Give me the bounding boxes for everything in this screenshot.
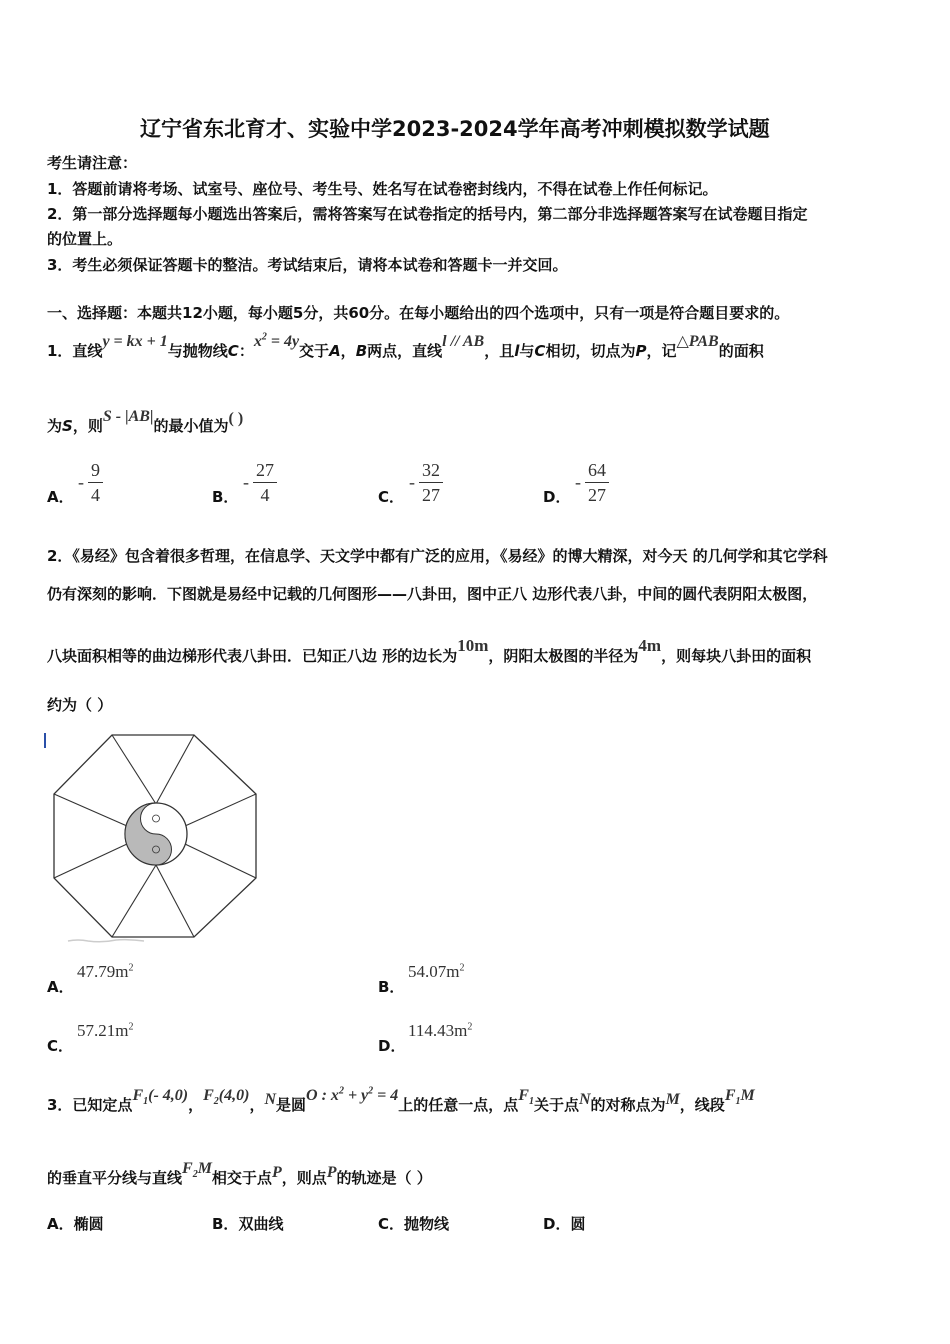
- q2-option-d-value: $114.43m^2$: [408, 1021, 473, 1040]
- q2-line4: 约为（ ）: [47, 696, 113, 714]
- q3-circle-eq: O : $x^2 + y^2 = 4$: [306, 1085, 399, 1104]
- notice-item-1: 1．答题前请将考场、试室号、座位号、考生号、姓名写在试卷密封线内，不得在试卷上作任何标记。: [47, 180, 718, 198]
- q1-option-b-sign: -: [243, 472, 249, 492]
- taiji-dot-dark: [153, 846, 160, 853]
- q2-option-b-label: B．: [378, 978, 405, 996]
- q2-option-c-label: C．: [47, 1037, 74, 1055]
- taiji-dot-light: [153, 815, 160, 822]
- q1-option-b-fraction: $\frac{27}{4}$: [253, 460, 277, 505]
- q2-option-c-value: $57.21m^2$: [77, 1021, 134, 1040]
- q3-f2-point: $F_2(4,0)$: [203, 1087, 250, 1108]
- bagua-figure: [44, 730, 264, 945]
- q3-option-d: D．圆: [543, 1215, 586, 1233]
- q2-option-a-label: A．: [47, 978, 74, 996]
- q1-answer-paren: ( ): [228, 410, 244, 427]
- q3-option-a: A．椭圆: [47, 1215, 104, 1233]
- q3-option-b: B．双曲线: [212, 1215, 284, 1233]
- q1-option-c-label: C．: [378, 488, 405, 506]
- q1-option-b-label: B．: [212, 488, 239, 506]
- q3-line-f2m: $F_2M$: [182, 1160, 212, 1181]
- q3-line1: 3．已知定点$F_1(-$ 4,0)，$F_2(4,0)$，N是圆O : $x^2 + y^2 = 4$上的任意一点，点$F_1$关于点N的对称点为M，线段$F_1M$: [47, 1085, 755, 1114]
- q3-f1-point: $F_1(-$ 4,0): [132, 1087, 189, 1108]
- q1-parallel-eq: l // AB: [442, 333, 485, 350]
- q1-parabola-eq: $x^2 = 4y$: [253, 331, 300, 350]
- q2-option-b-value: $54.07m^2$: [408, 962, 465, 981]
- q1-option-a-fraction: $\frac{9}{4}$: [88, 460, 103, 505]
- section-heading: 一、选择题：本题共12小题，每小题5分，共60分。在每小题给出的四个选项中，只有一项是符合题目要求的。: [47, 304, 790, 322]
- q1-option-d-sign: -: [575, 472, 581, 492]
- q1-line-eq: y = kx + 1: [102, 333, 168, 350]
- q1-option-c-fraction: $\frac{32}{27}$: [419, 460, 443, 505]
- q1-option-d-label: D．: [543, 488, 571, 506]
- q1-line1: 1．直线y = kx + 1与抛物线C：$x^2 = 4y$交于A，B两点，直线l // AB，且l与C相切，切点为P，记△PAB的面积: [47, 331, 764, 360]
- q1-expr: S - |AB|: [102, 408, 154, 425]
- q1-option-d-fraction: $\frac{64}{27}$: [585, 460, 609, 505]
- q2-line3: 八块面积相等的曲边梯形代表八卦田．已知正八边 形的边长为10m，阴阳太极图的半径为4m，则每块八卦田的面积: [47, 636, 812, 665]
- q2-option-d-label: D．: [378, 1037, 406, 1055]
- q3-option-c: C．抛物线: [378, 1215, 450, 1233]
- notice-heading: 考生请注意：: [47, 154, 138, 172]
- q2-line2: 仍有深刻的影响．下图就是易经中记载的几何图形——八卦田，图中正八 边形代表八卦，中间的圆代表阴阳太极图，: [47, 585, 818, 603]
- q1-option-a-sign: -: [78, 472, 84, 492]
- notice-item-2-cont: 的位置上。: [47, 230, 123, 248]
- q1-option-c-sign: -: [409, 472, 415, 492]
- q3-segment-f1m: $F_1M$: [724, 1087, 755, 1108]
- notice-item-3: 3．考生必须保证答题卡的整洁。考试结束后，请将本试卷和答题卡一并交回。: [47, 256, 568, 274]
- q2-option-a-value: $47.79m^2$: [77, 962, 134, 981]
- q2-radius: 4m: [638, 636, 662, 655]
- q1-option-a-label: A．: [47, 488, 74, 506]
- page-title: 辽宁省东北育才、实验中学2023-2024学年高考冲刺模拟数学试题: [140, 117, 770, 141]
- q1-line2: 为S，则S - |AB|的最小值为( ): [47, 408, 244, 435]
- q2-line1: 2．《易经》包含着很多哲理，在信息学、天文学中都有广泛的应用，《易经》的博大精深，对今天 的几何学和其它学科: [47, 547, 828, 565]
- q2-side-length: 10m: [457, 636, 489, 655]
- notice-item-2: 2．第一部分选择题每小题选出答案后，需将答案写在试卷指定的括号内，第二部分非选择题答案写在试卷题目指定: [47, 205, 808, 223]
- q3-line2: 的垂直平分线与直线$F_2M$相交于点P，则点P的轨迹是（ ）: [47, 1160, 432, 1187]
- q1-triangle: △PAB: [676, 333, 719, 350]
